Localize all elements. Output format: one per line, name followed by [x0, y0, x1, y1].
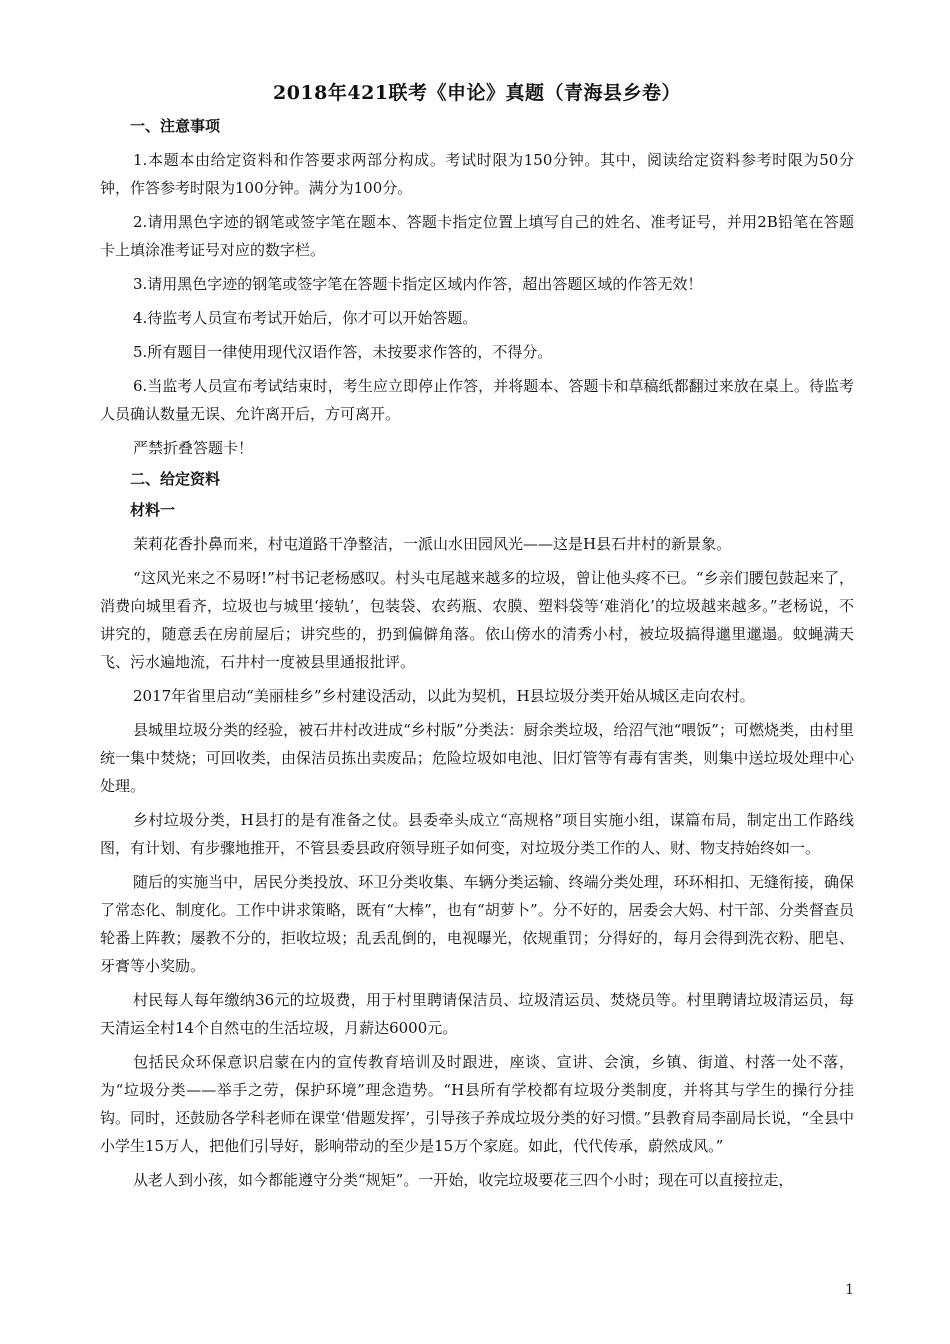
notice-item: 2.请用黑色字迹的钢笔或签字笔在题本、答题卡指定位置上填写自己的姓名、准考证号，并用2B铅笔在答题卡上填涂准考证号对应的数字栏。 [100, 213, 854, 259]
material-paragraph: 2017年省里启动“美丽桂乡”乡村建设活动，以此为契机，H县垃圾分类开始从城区走向农村。 [133, 687, 755, 705]
material-one-heading: 材料一 [130, 501, 176, 519]
page-number: 1 [845, 1282, 854, 1298]
notice-item: 6.当监考人员宣布考试结束时，考生应立即停止作答，并将题本、答题卡和草稿纸都翻过来放在桌上。待监考人员确认数量无误、允许离开后，方可离开。 [100, 377, 854, 423]
notice-item: 4.待监考人员宣布考试开始后，你才可以开始答题。 [133, 309, 478, 327]
material-heading: 二、给定资料 [130, 470, 221, 488]
material-paragraph: 随后的实施当中，居民分类投放、环卫分类收集、车辆分类运输、终端分类处理，环环相扣、无缝衔接，确保了常态化、制度化。工作中讲求策略，既有“大棒”，也有“胡萝卜”。分不好的，居委会大妈、村干部、分类督查员轮番上阵教；屡教不分的，拒收垃圾；乱丢乱倒的，电视曝光，依规重罚；分得好的，每月会得到洗衣粉、肥皂、牙膏等小奖励。 [100, 873, 854, 975]
page-title: 2018年421联考《申论》真题（青海县乡卷） [272, 82, 682, 104]
material-paragraph: 从老人到小孩，如今都能遵守分类“规矩”。一开始，收完垃圾要花三四个小时；现在可以直接拉走， [133, 1171, 794, 1189]
notice-item: 5.所有题目一律使用现代汉语作答，未按要求作答的，不得分。 [133, 343, 553, 361]
material-paragraph: 包括民众环保意识启蒙在内的宣传教育培训及时跟进，座谈、宣讲、会演，乡镇、街道、村落一处不落，为“垃圾分类——举手之劳，保护环境”理念造势。“H县所有学校都有垃圾分类制度，并将其与学生的操行分挂钩。同时，还鼓励各学科老师在课堂‘借题发挥’，引导孩子养成垃圾分类的好习惯。”县教育局李副局长说，“全县中小学生15万人，把他们引导好，影响带动的至少是15万个家庭。如此，代代传承，蔚然成风。” [100, 1053, 854, 1155]
material-paragraph: 村民每人每年缴纳36元的垃圾费，用于村里聘请保洁员、垃圾清运员、焚烧员等。村里聘请垃圾清运员，每天清运全村14个自然屯的生活垃圾，月薪达6000元。 [100, 991, 854, 1037]
notice-item: 1.本题本由给定资料和作答要求两部分构成。考试时限为150分钟。其中，阅读给定资料参考时限为50分钟，作答参考时限为100分钟。满分为100分。 [100, 151, 854, 197]
notice-heading: 一、注意事项 [130, 117, 221, 135]
notice-item: 3.请用黑色字迹的钢笔或签字笔在答题卡指定区域内作答，超出答题区域的作答无效！ [133, 275, 703, 293]
notice-item: 严禁折叠答题卡！ [133, 439, 254, 457]
material-paragraph: 县城里垃圾分类的经验，被石井村改进成“乡村版”分类法：厨余类垃圾，给沼气池“喂饭”；可燃烧类，由村里统一集中焚烧；可回收类，由保洁员拣出卖废品；危险垃圾如电池、旧灯管等有毒有害类，则集中送垃圾处理中心处理。 [100, 721, 854, 795]
material-paragraph: 乡村垃圾分类，H县打的是有准备之仗。县委牵头成立“高规格”项目实施小组，谋篇布局，制定出工作路线图，有计划、有步骤地推开，不管县委县政府领导班子如何变，对垃圾分类工作的人、财、物支持始终如一。 [100, 811, 854, 857]
material-paragraph: 茉莉花香扑鼻而来，村屯道路干净整洁，一派山水田园风光——这是H县石井村的新景象。 [133, 535, 732, 553]
material-paragraph: “这风光来之不易呀!”村书记老杨感叹。村头屯尾越来越多的垃圾，曾让他头疼不已。“乡亲们腰包鼓起来了，消费向城里看齐，垃圾也与城里‘接轨’，包装袋、农药瓶、农膜、塑料袋等‘难消化’的垃圾越来越多。”老杨说，不讲究的，随意丢在房前屋后；讲究些的，扔到偏僻角落。依山傍水的清秀小村，被垃圾搞得邋里邋遢。蚊蝇满天飞、污水遍地流，石井村一度被县里通报批评。 [100, 569, 854, 671]
